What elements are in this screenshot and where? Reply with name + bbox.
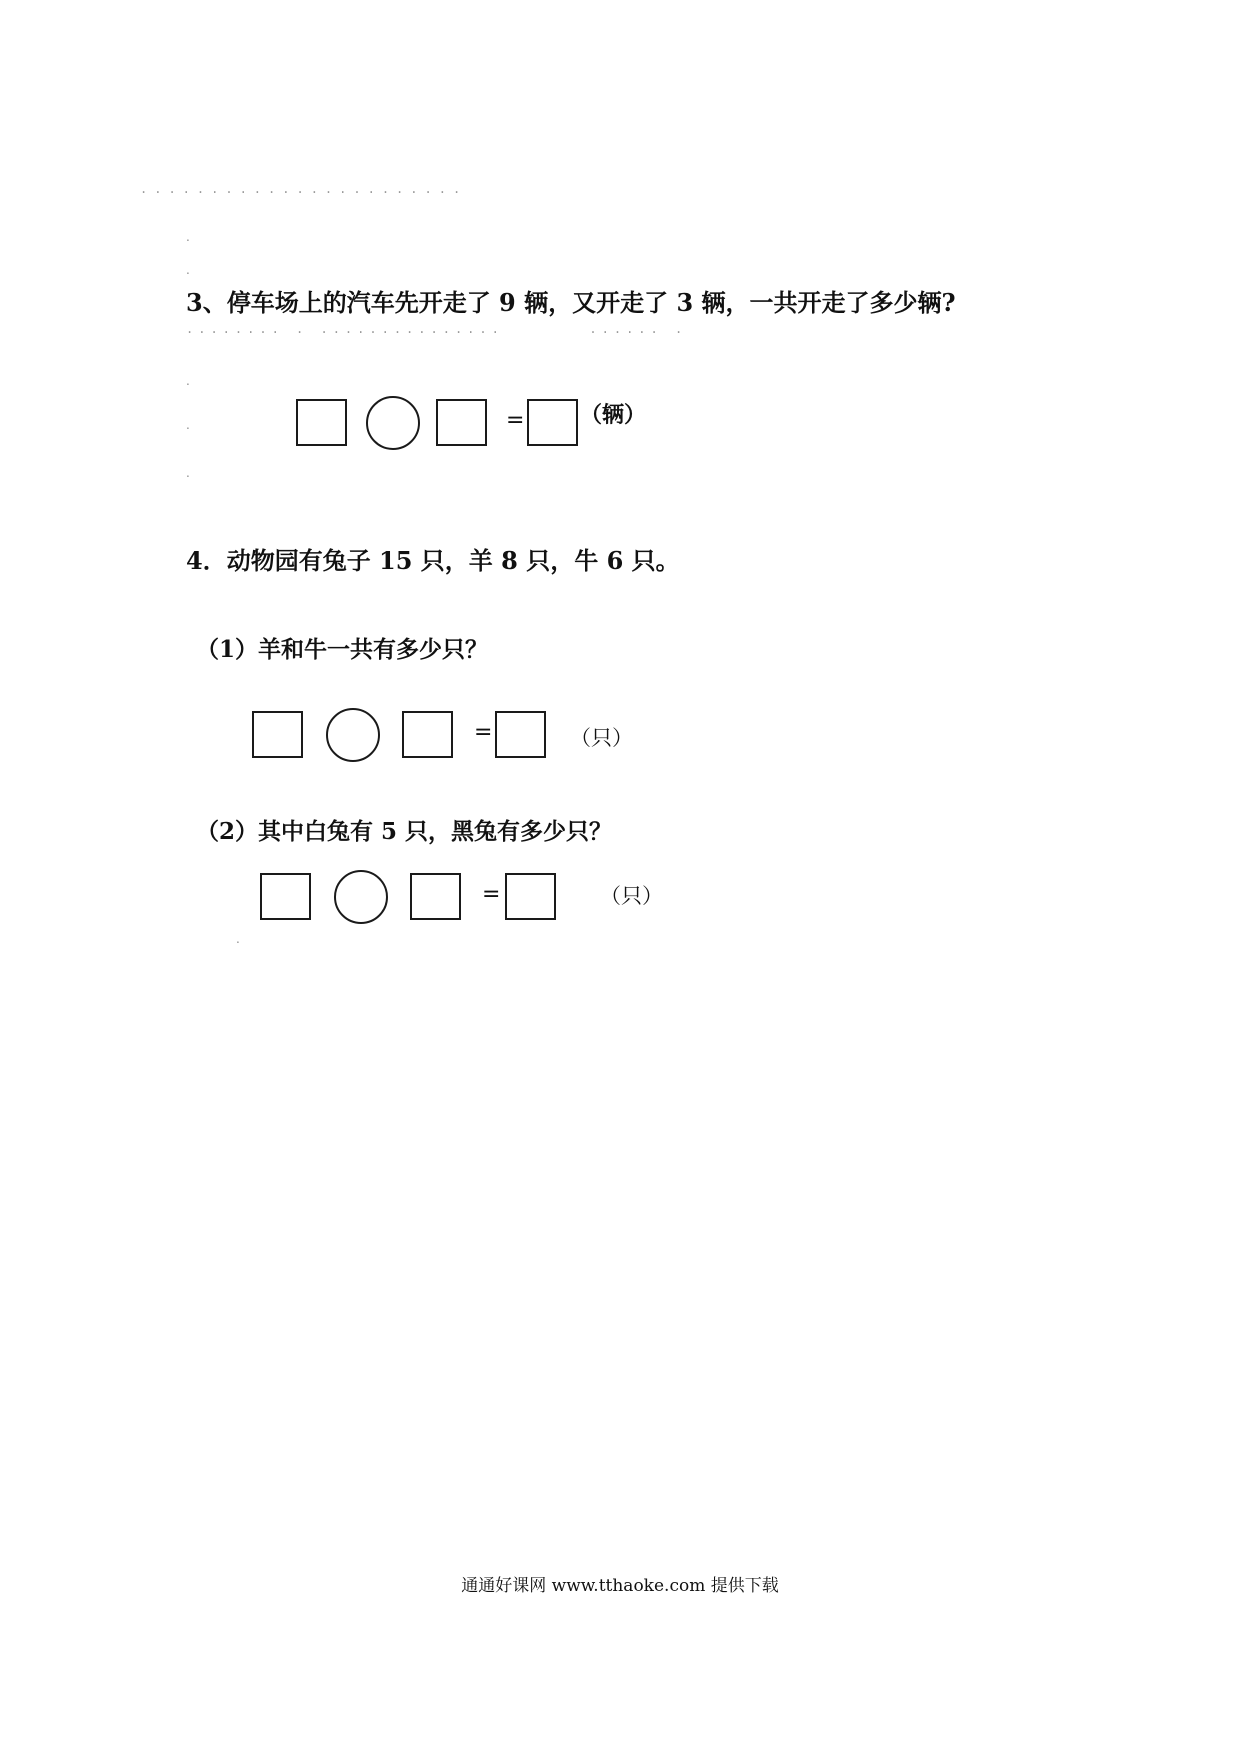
scan-speck: .	[186, 466, 190, 480]
scan-dots-top: .......................	[140, 182, 468, 196]
footer-source-text: 通通好课网 www.tthaoke.com 提供下载	[461, 1576, 779, 1596]
scan-speck: .	[186, 374, 190, 388]
operator-circle[interactable]	[326, 708, 380, 762]
scan-dots-q3: ........ . ............... ...... .	[186, 322, 688, 336]
question-3-equation	[296, 396, 676, 456]
equals-sign: =	[506, 408, 525, 433]
result-box[interactable]	[527, 399, 578, 446]
unit-label: （只）	[600, 884, 663, 908]
answer-box-1[interactable]	[252, 711, 303, 758]
answer-box-2[interactable]	[402, 711, 453, 758]
operator-circle[interactable]	[366, 396, 420, 450]
equals-sign: =	[474, 720, 493, 745]
answer-box-2[interactable]	[410, 873, 461, 920]
answer-box-1[interactable]	[260, 873, 311, 920]
result-box[interactable]	[505, 873, 556, 920]
equals-sign: =	[482, 882, 501, 907]
answer-box-2[interactable]	[436, 399, 487, 446]
question-4-part-2-text: （2）其中白兔有 5 只，黑兔有多少只？	[196, 818, 613, 845]
question-4-part-2-equation	[260, 870, 680, 930]
operator-circle[interactable]	[334, 870, 388, 924]
scan-speck: .	[186, 263, 190, 277]
scan-speck: .	[186, 418, 190, 432]
question-4-part-1-text: （1）羊和牛一共有多少只？	[196, 636, 489, 663]
result-box[interactable]	[495, 711, 546, 758]
scan-speck: .	[186, 230, 190, 244]
question-4-part-1-equation	[252, 708, 652, 768]
scan-speck: .	[236, 932, 240, 946]
question-4-text: 4．动物园有兔子 15 只，羊 8 只，牛 6 只。	[186, 546, 680, 575]
answer-box-1[interactable]	[296, 399, 347, 446]
unit-label: （只）	[570, 726, 633, 750]
unit-label: （辆）	[580, 402, 647, 428]
question-3-text: 3、停车场上的汽车先开走了 9 辆，又开走了 3 辆，一共开走了多少辆?	[186, 288, 956, 317]
